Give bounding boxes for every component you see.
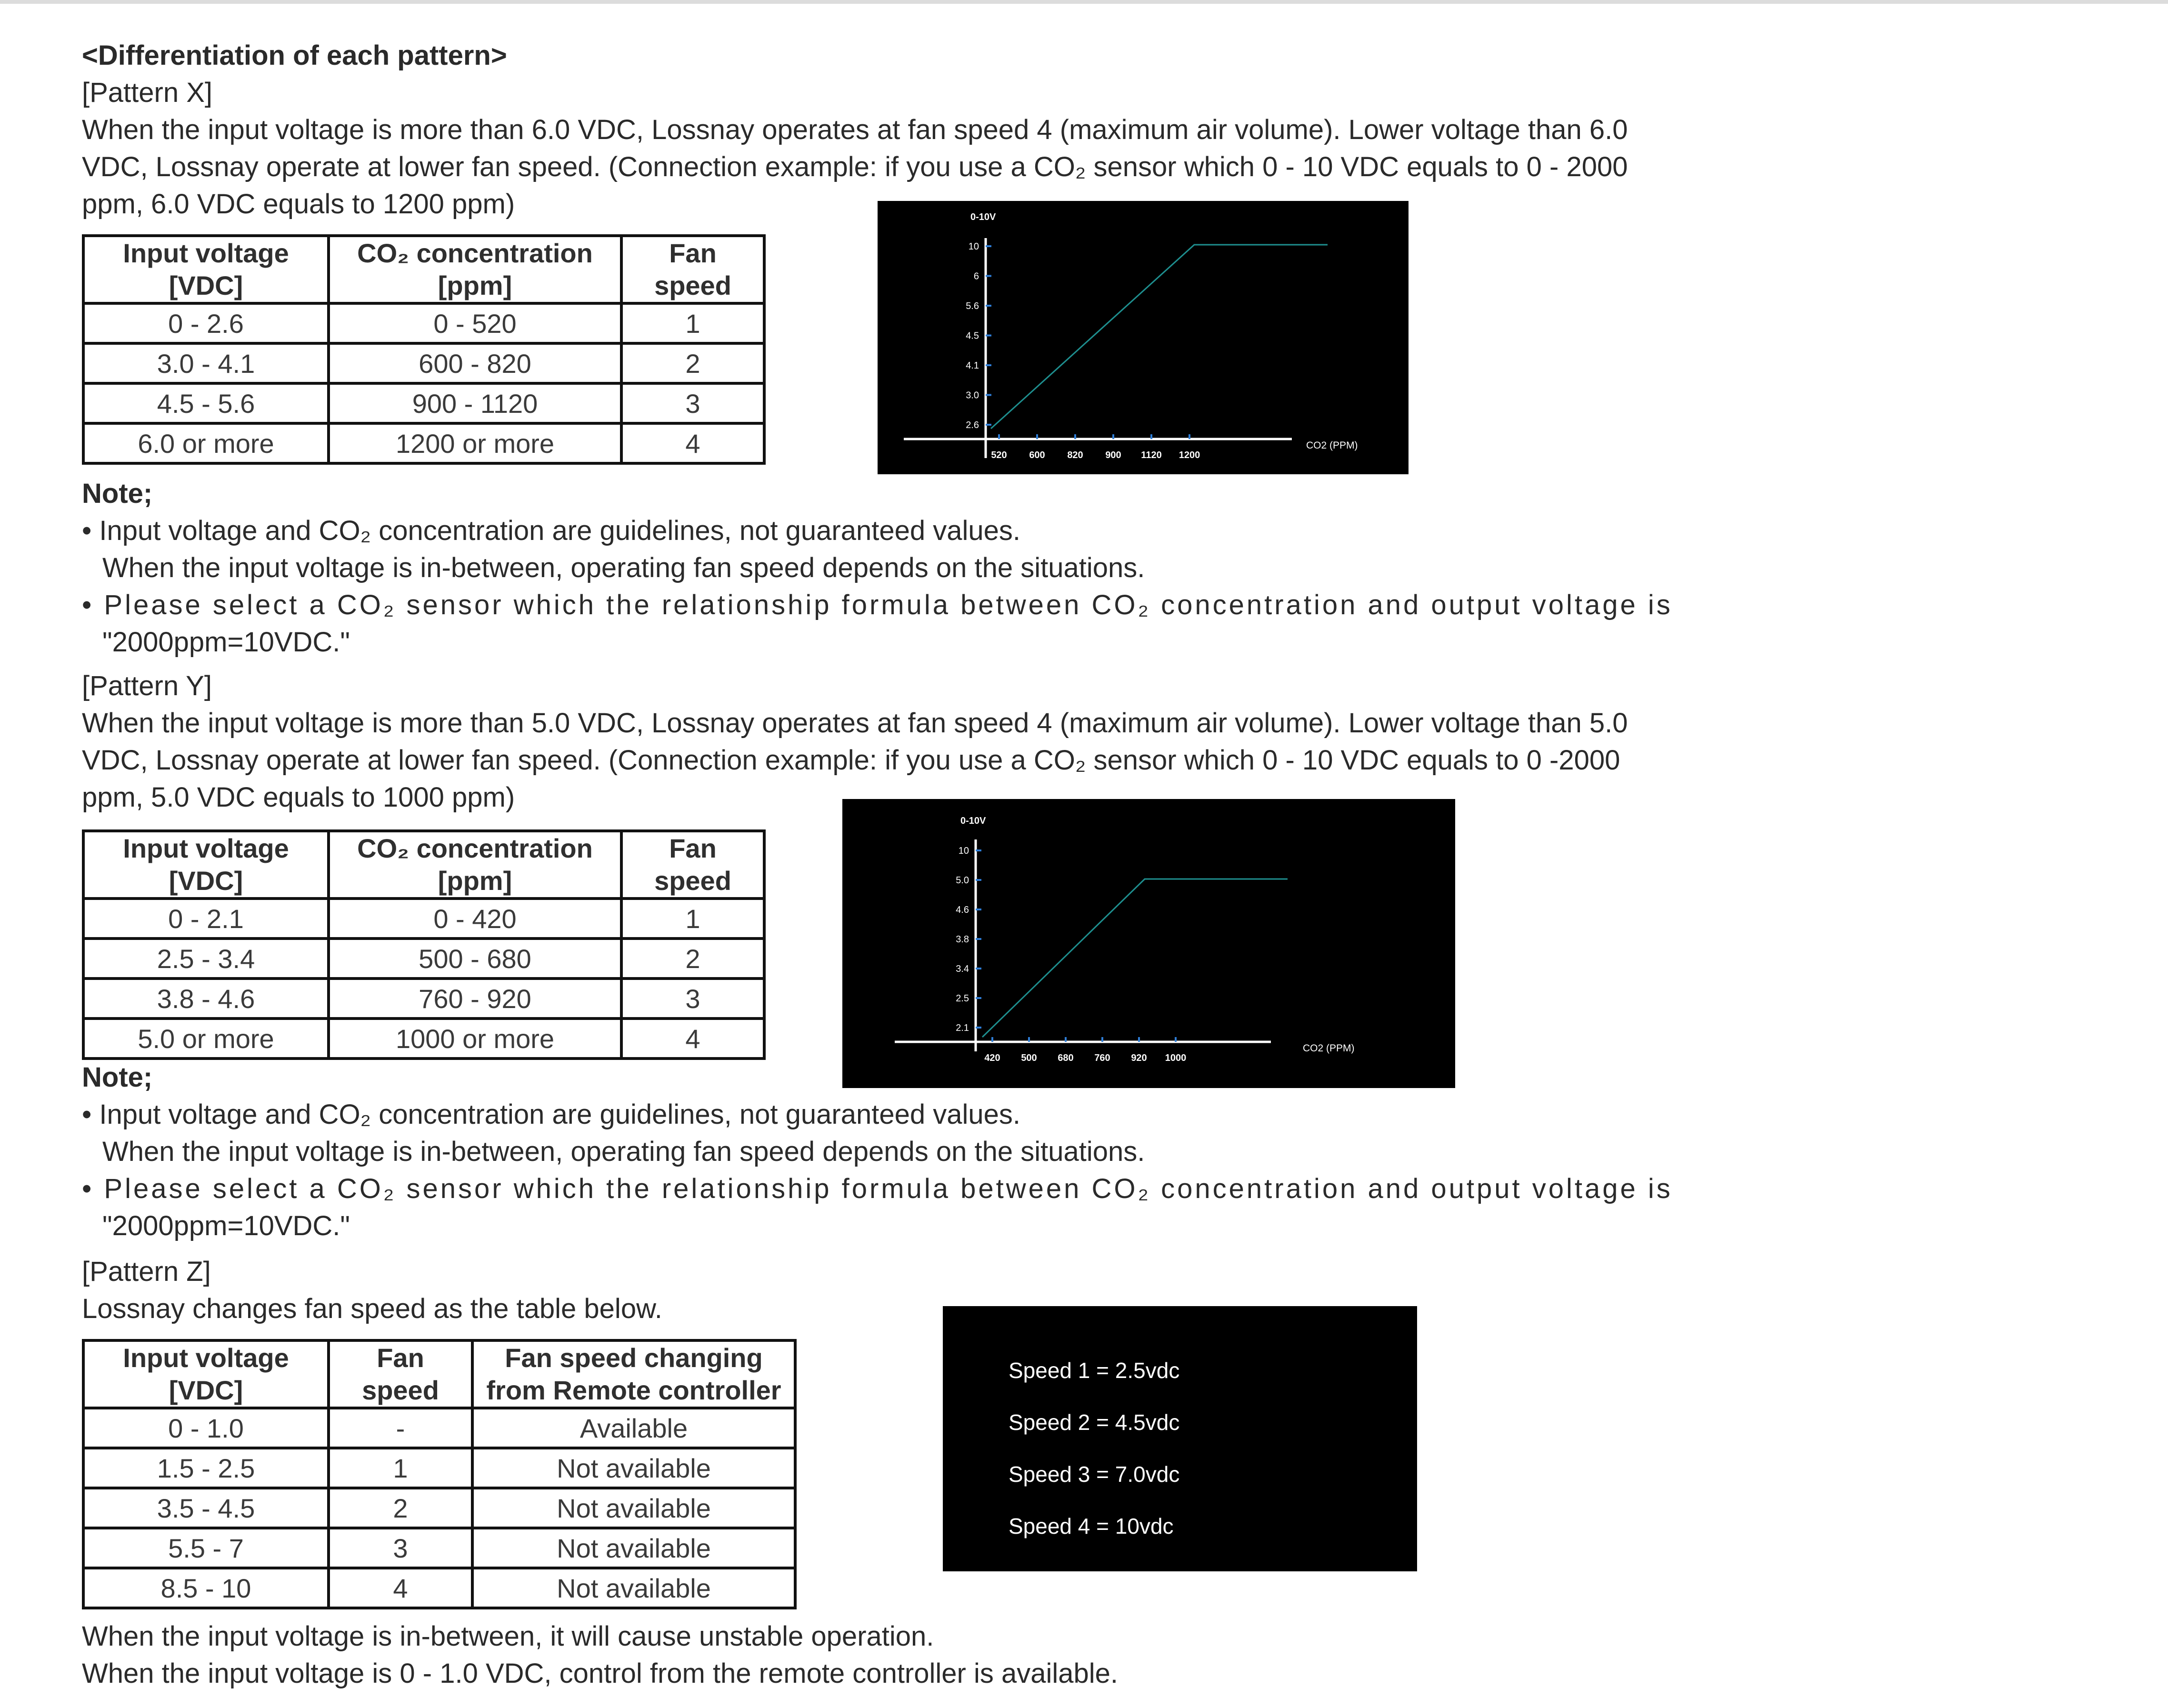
table-row	[83, 939, 764, 979]
speed-voltage-box	[943, 1306, 1417, 1571]
pattern-x-chart-svg	[878, 201, 1409, 474]
table-row	[83, 1019, 764, 1059]
table-header-row	[83, 236, 764, 303]
y-tick-label: 2.6	[966, 420, 979, 430]
y-tick-label: 2.5	[956, 993, 969, 1004]
table-cell: 4	[621, 423, 764, 463]
y-tick-label: 10	[958, 846, 969, 856]
pattern-y-note-line: "2000ppm=10VDC."	[102, 1210, 350, 1241]
table-header: CO₂ concentration [ppm]	[329, 236, 621, 303]
table-cell: 3.5 - 4.5	[83, 1488, 329, 1528]
pattern-y-table	[82, 829, 766, 1060]
table-cell: 0 - 2.1	[83, 899, 329, 939]
table-cell: 0 - 2.6	[83, 303, 329, 343]
pattern-y-title: [Pattern Y]	[82, 670, 212, 701]
pattern-y-note-line: • Please select a CO₂ sensor which the relationship formula between CO₂ concentration and output voltage is	[82, 1173, 1673, 1204]
table-cell: 0 - 420	[329, 899, 621, 939]
table-cell: Not available	[472, 1488, 795, 1528]
table-cell: Available	[472, 1408, 795, 1448]
pattern-z-desc: Lossnay changes fan speed as the table below.	[82, 1293, 662, 1324]
table-row	[83, 383, 764, 423]
table-row	[83, 343, 764, 383]
table-header: Fan speed	[621, 831, 764, 899]
table-cell: 3	[621, 979, 764, 1019]
y-tick-label: 6	[973, 271, 979, 282]
pattern-y-chart	[842, 799, 1455, 1088]
pattern-x-title: [Pattern X]	[82, 77, 213, 108]
pattern-x-note-title: Note;	[82, 478, 153, 509]
table-cell: 500 - 680	[329, 939, 621, 979]
table-cell: 600 - 820	[329, 343, 621, 383]
table-cell: 2.5 - 3.4	[83, 939, 329, 979]
pattern-z-footer-line: When the input voltage is 0 - 1.0 VDC, control from the remote controller is available.	[82, 1658, 1119, 1689]
x-axis-label: CO2 (PPM)	[1303, 1043, 1355, 1054]
series-line	[991, 245, 1328, 429]
table-header: Fan speed changing from Remote controller	[472, 1340, 795, 1408]
table-cell: 4	[329, 1568, 472, 1608]
x-tick-label: 500	[1021, 1053, 1037, 1063]
x-axis-label: CO2 (PPM)	[1306, 440, 1358, 451]
table-cell: 4	[621, 1019, 764, 1059]
pattern-z-table	[82, 1339, 797, 1609]
table-cell: Not available	[472, 1528, 795, 1568]
table-cell: 3.0 - 4.1	[83, 343, 329, 383]
speed-line: Speed 2 = 4.5vdc	[1009, 1410, 1180, 1435]
x-tick-label: 820	[1067, 450, 1083, 460]
table-cell: 4.5 - 5.6	[83, 383, 329, 423]
table-cell: 760 - 920	[329, 979, 621, 1019]
top-border	[0, 0, 2168, 4]
speed-line: Speed 4 = 10vdc	[1009, 1514, 1174, 1538]
table-cell: 8.5 - 10	[83, 1568, 329, 1608]
y-axis-label: 0-10V	[970, 212, 996, 222]
pattern-x-note-line: • Please select a CO₂ sensor which the relationship formula between CO₂ concentration and output voltage is	[82, 589, 1673, 620]
table-row	[83, 1528, 795, 1568]
table-row	[83, 979, 764, 1019]
table-cell: 2	[621, 343, 764, 383]
table-cell: 5.0 or more	[83, 1019, 329, 1059]
x-tick-label: 1000	[1165, 1053, 1187, 1063]
table-cell: 1	[621, 899, 764, 939]
pattern-y-desc-line: When the input voltage is more than 5.0 VDC, Lossnay operates at fan speed 4 (maximum air volume). Lower voltage than 5.0	[82, 708, 1628, 739]
pattern-x-note-line: When the input voltage is in-between, operating fan speed depends on the situations.	[102, 552, 1145, 583]
table-cell: 0 - 520	[329, 303, 621, 343]
y-tick-label: 5.6	[966, 301, 979, 311]
table-cell: 3	[621, 383, 764, 423]
pattern-y-desc-line: ppm, 5.0 VDC equals to 1000 ppm)	[82, 782, 515, 813]
table-row	[83, 1488, 795, 1528]
x-tick-label: 900	[1105, 450, 1121, 460]
pattern-x-chart	[878, 201, 1409, 474]
table-cell: 1.5 - 2.5	[83, 1448, 329, 1488]
y-tick-label: 4.5	[966, 330, 979, 341]
pattern-y-chart-svg	[842, 799, 1455, 1088]
y-tick-label: 2.1	[956, 1023, 969, 1033]
pattern-x-desc-line: ppm, 6.0 VDC equals to 1200 ppm)	[82, 189, 515, 220]
x-tick-label: 520	[991, 450, 1007, 460]
table-header-row	[83, 831, 764, 899]
series-line	[982, 879, 1288, 1037]
table-cell: 2	[329, 1488, 472, 1528]
table-row	[83, 303, 764, 343]
table-cell: 5.5 - 7	[83, 1528, 329, 1568]
y-tick-label: 10	[968, 241, 979, 252]
table-cell: 1000 or more	[329, 1019, 621, 1059]
y-tick-label: 4.6	[956, 905, 969, 915]
table-cell: 3	[329, 1528, 472, 1568]
table-cell: 1200 or more	[329, 423, 621, 463]
pattern-y-desc-line: VDC, Lossnay operate at lower fan speed. (Connection example: if you use a CO₂ sensor which 0 - 10 VDC equals to 0 -2000	[82, 745, 1620, 776]
pattern-x-table	[82, 234, 766, 465]
x-tick-label: 420	[984, 1053, 1000, 1063]
x-tick-label: 680	[1058, 1053, 1074, 1063]
table-header: Fan speed	[621, 236, 764, 303]
y-tick-label: 3.0	[966, 390, 979, 401]
pattern-x-desc-line: When the input voltage is more than 6.0 VDC, Lossnay operates at fan speed 4 (maximum air volume). Lower voltage than 6.0	[82, 114, 1628, 145]
x-tick-label: 1120	[1141, 450, 1162, 460]
speed-line: Speed 1 = 2.5vdc	[1009, 1358, 1180, 1383]
pattern-x-desc-line: VDC, Lossnay operate at lower fan speed. (Connection example: if you use a CO₂ sensor which 0 - 10 VDC equals to 0 - 2000	[82, 151, 1628, 182]
speed-line: Speed 3 = 7.0vdc	[1009, 1462, 1180, 1487]
table-cell: Not available	[472, 1448, 795, 1488]
y-tick-label: 4.1	[966, 360, 979, 371]
x-tick-label: 1200	[1179, 450, 1200, 460]
y-tick-label: 5.0	[956, 875, 969, 886]
y-axis-label: 0-10V	[960, 816, 986, 826]
table-header-row	[83, 1340, 795, 1408]
table-cell: 3.8 - 4.6	[83, 979, 329, 1019]
table-row	[83, 899, 764, 939]
table-cell: 0 - 1.0	[83, 1408, 329, 1448]
table-header: Fan speed	[329, 1340, 472, 1408]
table-cell: -	[329, 1408, 472, 1448]
table-row	[83, 423, 764, 463]
table-row	[83, 1408, 795, 1448]
y-tick-label: 3.8	[956, 934, 969, 945]
pattern-z-footer-line: When the input voltage is in-between, it will cause unstable operation.	[82, 1621, 934, 1652]
table-cell: 900 - 1120	[329, 383, 621, 423]
table-header: Input voltage [VDC]	[83, 1340, 329, 1408]
table-cell: 2	[621, 939, 764, 979]
table-cell: 1	[621, 303, 764, 343]
table-header: CO₂ concentration [ppm]	[329, 831, 621, 899]
pattern-y-note-title: Note;	[82, 1062, 153, 1093]
x-tick-label: 920	[1131, 1053, 1147, 1063]
pattern-x-note-line: • Input voltage and CO₂ concentration are guidelines, not guaranteed values.	[82, 515, 1021, 546]
pattern-z-title: [Pattern Z]	[82, 1256, 211, 1287]
table-cell: 1	[329, 1448, 472, 1488]
table-header: Input voltage [VDC]	[83, 831, 329, 899]
y-tick-label: 3.4	[956, 964, 969, 974]
pattern-y-note-line: • Input voltage and CO₂ concentration are guidelines, not guaranteed values.	[82, 1099, 1021, 1130]
pattern-x-note-line: "2000ppm=10VDC."	[102, 627, 350, 658]
x-tick-label: 600	[1029, 450, 1045, 460]
page-heading: <Differentiation of each pattern>	[82, 40, 507, 71]
table-row	[83, 1448, 795, 1488]
table-cell: 6.0 or more	[83, 423, 329, 463]
pattern-y-note-line: When the input voltage is in-between, operating fan speed depends on the situations.	[102, 1136, 1145, 1167]
table-cell: Not available	[472, 1568, 795, 1608]
table-row	[83, 1568, 795, 1608]
x-tick-label: 760	[1094, 1053, 1110, 1063]
table-header: Input voltage [VDC]	[83, 236, 329, 303]
